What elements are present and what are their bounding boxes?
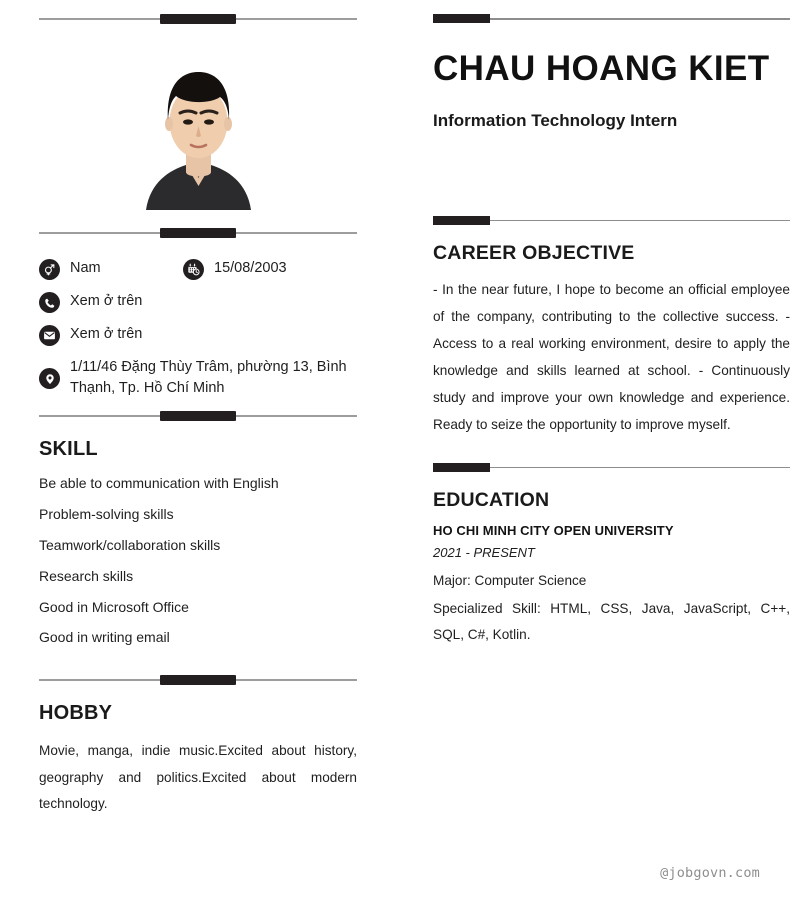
education-school: HO CHI MINH CITY OPEN UNIVERSITY [433, 522, 674, 538]
list-item: Problem-solving skills [39, 505, 174, 522]
divider-nub [433, 216, 490, 225]
education-entry [433, 523, 790, 648]
portrait-illustration [136, 42, 261, 210]
email-value: Xem ở trên [70, 326, 143, 342]
divider-top-right [433, 14, 790, 23]
hobby-heading: HOBBY [39, 702, 113, 725]
envelope-icon [39, 325, 60, 346]
divider-nub [160, 675, 236, 685]
divider-below-photo [39, 228, 357, 238]
phone-value: Xem ở trên [70, 293, 143, 309]
contact-row-gender-birthday [39, 258, 357, 280]
contact-email [39, 324, 357, 346]
job-title: Information Technology Intern [433, 110, 678, 130]
hobby-text: Movie, manga, indie music.Excited about history, geography and politics.Excited about modern technology. [39, 743, 357, 811]
right-column [433, 0, 790, 903]
left-column [39, 0, 396, 903]
calendar-clock-icon [183, 259, 204, 280]
career-objective-heading: CAREER OBJECTIVE [433, 241, 635, 264]
contact-info [39, 258, 357, 399]
photo-container [39, 30, 357, 222]
contact-address [39, 357, 357, 399]
watermark: @jobgovn.com [660, 865, 760, 881]
page-title: CHAU HOANG KIET [433, 49, 770, 88]
address-value: 1/11/46 Đặng Thùy Trâm, phường 13, Bình Thạnh, Tp. Hồ Chí Minh [70, 359, 347, 397]
education-specialized-skill: Specialized Skill: HTML, CSS, Java, JavaScript, C++, SQL, C#, Kotlin. [433, 600, 790, 642]
gender-icon [39, 259, 60, 280]
career-objective-text: - In the near future, I hope to become an official employee of the company, contributing to the collective success. - Access to a real working environment, desire to apply the knowledge and skills learned at school. - Continuously study and improve your own knowledge and experience. Ready to seize the opportunity to improve myself. [433, 281, 790, 433]
list-item: Good in writing email [39, 629, 170, 646]
location-pin-icon [39, 368, 60, 389]
birthday-value: 15/08/2003 [214, 260, 287, 276]
contact-phone [39, 291, 357, 313]
divider-top-left [39, 14, 357, 24]
divider-nub [160, 411, 236, 421]
divider-nub [160, 14, 236, 24]
divider-above-career-objective [433, 216, 790, 225]
divider-above-skill [39, 411, 357, 421]
list-item: Be able to communication with English [39, 475, 279, 492]
list-item: Good in Microsoft Office [39, 598, 189, 615]
contact-birthday [183, 258, 287, 280]
education-date: 2021 - PRESENT [433, 544, 535, 560]
divider-nub [433, 14, 490, 23]
list-item: Research skills [39, 567, 134, 584]
contact-gender [39, 258, 183, 280]
divider-above-hobby [39, 675, 357, 685]
education-heading: EDUCATION [433, 488, 550, 511]
skill-list [39, 474, 357, 647]
divider-nub [433, 463, 490, 472]
education-major: Major: Computer Science [433, 572, 587, 588]
divider-above-education [433, 463, 790, 472]
list-item: Teamwork/collaboration skills [39, 536, 221, 553]
avatar [136, 42, 261, 210]
phone-icon [39, 292, 60, 313]
divider-nub [160, 228, 236, 238]
gender-value: Nam [70, 260, 101, 276]
skill-heading: SKILL [39, 438, 98, 461]
